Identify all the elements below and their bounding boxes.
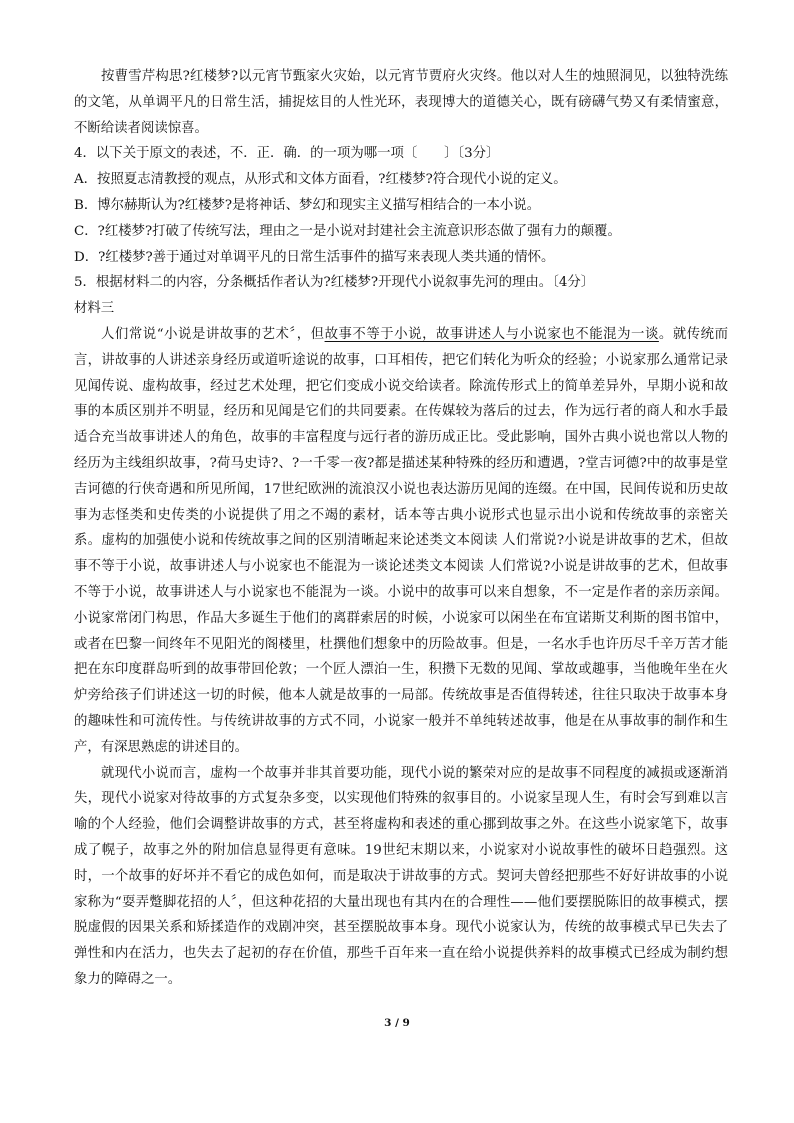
- page-number: 3 / 9: [384, 1017, 410, 1029]
- question-4-option-b: B．博尔赫斯认为?红楼梦?是将神话、梦幻和现实主义描写相结合的一本小说。: [74, 197, 541, 213]
- intro-paragraph: 按曹雪芹构思?红楼梦?以元宵节甄家火灾始，以元宵节贾府火灾终。他以对人生的烛照洞见，以独特洗练的文笔，从单调平凡的日常生活，捕捉炫目的人性光环，表现博大的道德关心，既有磅礴气势又有柔情蜜意，不断给读者阅读惊喜。: [74, 69, 728, 136]
- paragraph-lead: 人们常说“小说是讲故事的艺术〞，但: [101, 326, 325, 342]
- document-body: [74, 64, 728, 993]
- material-paragraph-2: 就现代小说而言，虚构一个故事并非其首要功能，现代小说的繁荣对应的是故事不同程度的减损或逐渐消失，现代小说家对待故事的方式复杂多变，以实现他们特殊的叙事目的。小说家呈现人生，有时会写到难以言喻的个人经验，他们会调整讲故事的方式，甚至将虚构和表述的重心挪到故事之外。在这些小说家笔下，故事成了幌子，故事之外的附加信息显得更有意味。19世纪末期以来，小说家对小说故事性的破坏日趋强烈。这时，一个故事的好坏并不看它的成色如何，而是取决于讲故事的方式。契诃夫曾经把那些不好好讲故事的小说家称为“耍弄蹩脚花招的人〞，但这种花招的大量出现也有其内在的合理性——他们要摆脱陈旧的故事模式，摆脱虚假的因果关系和矫揉造作的戏剧冲突，甚至摆脱故事本身。现代小说家认为，传统的故事模式早已失去了弹性和内在活力，也失去了起初的存在价值，那些千百年来一直在给小说提供养料的故事模式已经成为制约想象力的障碍之一。: [74, 765, 728, 987]
- question-4-stem: 4．以下关于原文的表述，不．正．确．的一项为哪一项〔 〕〔3分〕: [74, 146, 500, 162]
- question-4-option-a: A．按照夏志清教授的观点，从形式和文体方面看，?红楼梦?符合现代小说的定义。: [74, 172, 567, 188]
- underlined-key-sentence: 故事不等于小说，故事讲述人与小说家也不能混为一谈: [324, 326, 659, 342]
- paragraph-body: 。就传统而言，讲故事的人讲述亲身经历或道听途说的故事，口耳相传，把它们转化为听众的经验；小说家那么通常记录见闻传说、虚构故事，经过艺术处理，把它们变成小说交给读者。除流传形式上的简单差异外，早期小说和故事的本质区别并不明显，经历和见闻是它们的共同要素。在传媒较为落后的过去，作为远行者的商人和水手最适合充当故事讲述人的角色，故事的丰富程度与远行者的游历成正比。受此影响，国外古典小说也常以人物的经历为主线组织故事，?荷马史诗?、?一千零一夜?都是描述某种特殊的经历和遭遇，?堂吉诃德?中的故事是堂吉诃德的行侠奇遇和所见所闻，17世纪欧洲的流浪汉小说也表达游历见闻的连缀。在中国，民间传说和历史故事为志怪类和史传类的小说提供了用之不竭的素材，话本等古典小说形式也显示出小说和传统故事的亲密关系。虚构的加强使小说和传统故事之间的区别清晰起来论述类文本阅读 人们常说?小说是讲故事的艺术，但故事不等于小说，故事讲述人与小说家也不能混为一谈论述类文本阅读 人们常说?小说是讲故事的艺术，但故事不等于小说，故事讲述人与小说家也不能混为一谈。小说中的故事可以来自想象，不一定是作者的亲历亲闻。小说家常闭门构思，作品大多诞生于他们的离群索居的时候，小说家可以闲坐在布宜诺斯艾利斯的图书馆中，或者在巴黎一间终年不见阳光的阁楼里，杜撰他们想象中的历险故事。但是，一名水手也许历尽千辛万苦才能把在东印度群岛听到的故事带回伦敦；一个匠人漂泊一生，积攒下无数的见闻、掌故或趣事，当他晚年坐在火炉旁给孩子们讲述这一切的时候，他本人就是故事的一局部。传统故事是否值得转述，往往只取决于故事本身的趣味性和可流传性。与传统讲故事的方式不同，小说家一般并不单纯转述故事，他是在从事故事的制作和生产，有深思熟虑的讲述目的。: [74, 326, 729, 755]
- question-4-option-d: D．?红楼梦?善于通过对单调平凡的日常生活事件的描写来表现人类共通的情怀。: [74, 249, 555, 265]
- question-5: 5．根据材料二的内容，分条概括作者认为?红楼梦?开现代小说叙事先河的理由。〔4分〕: [74, 275, 595, 291]
- question-4-option-c: C．?红楼梦?打破了传统写法，理由之一是小说对封建社会主流意识形态做了强有力的颠覆。: [74, 223, 621, 239]
- material-heading: 材料三: [74, 301, 115, 317]
- material-paragraph-1: [74, 322, 728, 761]
